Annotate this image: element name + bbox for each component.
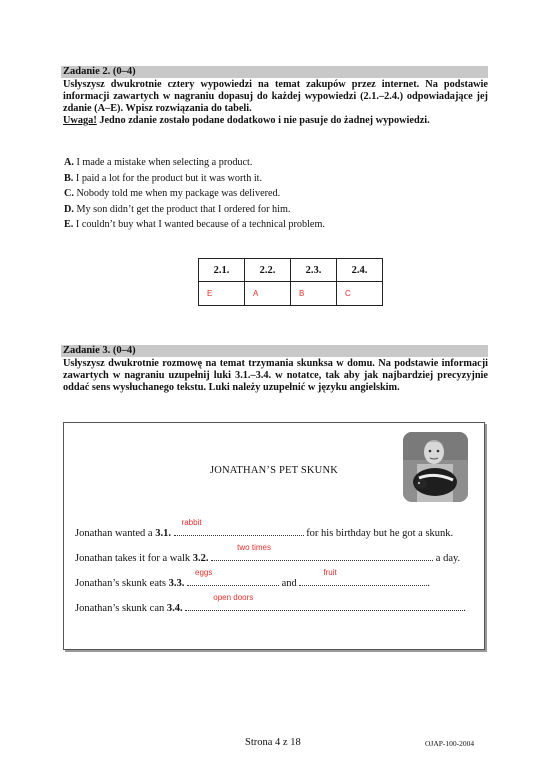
gap-text: and <box>279 578 300 589</box>
option-letter: B. <box>64 172 74 184</box>
gap-3-3b-input[interactable] <box>299 568 427 586</box>
gap-text: Jonathan’s skunk can <box>75 603 167 614</box>
option-e <box>64 217 325 233</box>
gap-answer: rabbit <box>181 518 202 527</box>
task2-instruction <box>63 79 488 127</box>
option-text: My son didn’t get the product that I ordered for him. <box>76 203 291 215</box>
gap-text: Jonathan wanted a <box>75 528 156 539</box>
gap-text: Jonathan takes it for a walk <box>75 553 193 564</box>
gap-text: a day. <box>433 553 461 564</box>
option-letter: E. <box>64 219 74 231</box>
gap-text: Jonathan’s skunk eats <box>75 578 169 589</box>
answer-table-row <box>199 282 383 306</box>
page-number: Strona 4 z 18 <box>245 737 301 748</box>
answer-table-header: 2.3. <box>291 259 337 282</box>
option-text: I couldn’t buy what I wanted because of a technical problem. <box>75 219 325 231</box>
note-box <box>63 422 485 650</box>
answer-cell-2-1[interactable]: E <box>199 282 245 306</box>
gap-answer: open doors <box>213 593 254 602</box>
answer-table <box>198 258 383 306</box>
gap-text: . <box>463 603 466 614</box>
answer-cell-2-4[interactable]: C <box>337 282 383 306</box>
answer-cell-2-3[interactable]: B <box>291 282 337 306</box>
gap-line-3-2 <box>75 543 461 564</box>
task2-warning <box>63 115 488 127</box>
option-b <box>64 171 325 187</box>
gap-number: 3.3. <box>168 578 185 589</box>
task3-instruction-text: Usłyszysz dwukrotnie rozmowę na temat trzymania skunksa w domu. Na podstawie informacji zawartych w nagraniu uzupełnij luki 3.1.–3.4. w notatce, tak aby jak najbardziej precyzyjnie oddać sens wysłuchanego tekstu. Luki należy uzupełnić w języku angielskim. <box>63 358 488 393</box>
gap-3-2-input[interactable] <box>211 543 433 561</box>
gap-3-1-input[interactable] <box>174 518 304 536</box>
option-text: I paid a lot for the product but it was worth it. <box>75 172 263 184</box>
option-c <box>64 186 325 202</box>
option-text: Nobody told me when my package was delivered. <box>76 188 281 200</box>
gap-line-3-4 <box>75 593 466 614</box>
note-title: JONATHAN’S PET SKUNK <box>209 465 339 476</box>
answer-table-header: 2.4. <box>337 259 383 282</box>
task2-warning-text: Jedno zdanie zostało podane dodatkowo i nie pasuje do żadnej wypowiedzi. <box>96 115 430 126</box>
gap-answer: fruit <box>323 568 337 577</box>
option-letter: D. <box>64 203 74 215</box>
gap-3-4-input[interactable] <box>185 593 463 611</box>
answer-table-header: 2.1. <box>199 259 245 282</box>
gap-3-3a-input[interactable] <box>187 568 279 586</box>
task3-header: Zadanie 3. (0–4) <box>61 345 488 357</box>
answer-table-header: 2.2. <box>245 259 291 282</box>
answer-cell-2-2[interactable]: A <box>245 282 291 306</box>
gap-text: . <box>427 578 431 589</box>
option-letter: C. <box>64 188 74 200</box>
gap-number: 3.1. <box>155 528 171 539</box>
gap-answer: eggs <box>195 568 213 577</box>
option-letter: A. <box>64 157 74 168</box>
task2-options <box>64 155 325 233</box>
gap-line-3-1 <box>75 518 454 539</box>
task2-header: Zadanie 2. (0–4) <box>61 66 488 78</box>
exam-code: OJAP-100-2004 <box>425 739 475 748</box>
option-d <box>64 202 325 218</box>
option-text: I made a mistake when selecting a product. <box>76 157 253 168</box>
task3-instruction <box>63 358 488 394</box>
answer-table-header-row <box>199 259 383 282</box>
task2-warning-label: Uwaga! <box>63 115 97 126</box>
gap-number: 3.2. <box>192 553 209 564</box>
gap-answer: two times <box>237 543 271 552</box>
gap-text: for his birthday but he got a skunk. <box>303 528 454 539</box>
gap-number: 3.4. <box>166 603 183 614</box>
gap-line-3-3 <box>75 568 431 589</box>
task2-instruction-text: Usłyszysz dwukrotnie cztery wypowiedzi na temat zakupów przez internet. Na podstawie informacji zawartych w nagraniu dopasuj do każdej wypowiedzi (2.1.–2.4.) odpowiadające jej zdanie (A–E). Wpisz rozwiązania do tabeli. <box>63 79 488 114</box>
option-a <box>64 155 325 171</box>
